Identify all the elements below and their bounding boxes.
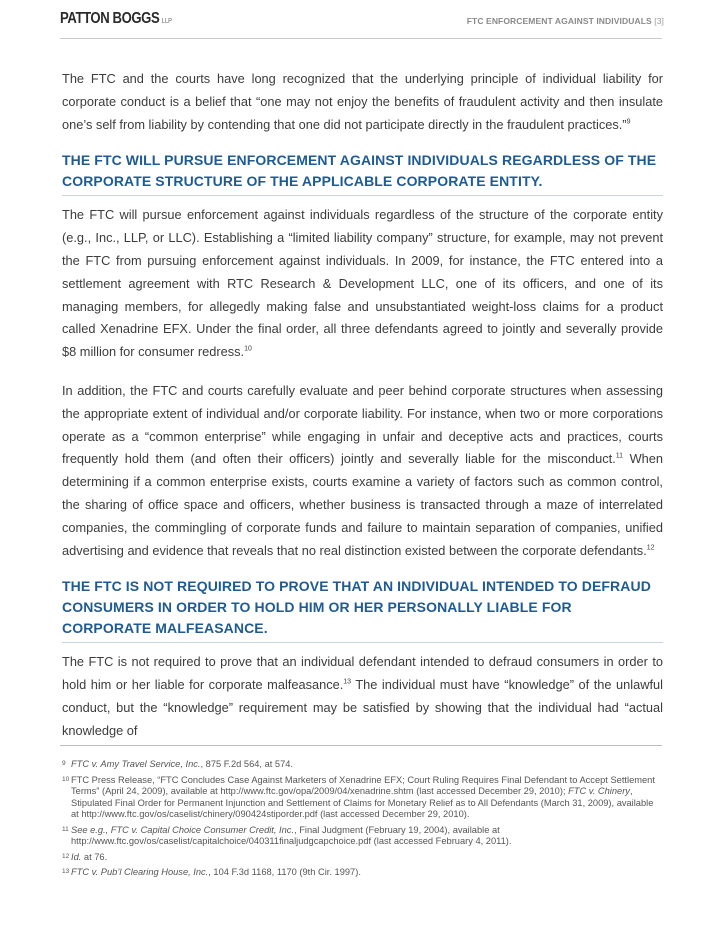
footnote-11: 11 See e.g., FTC v. Capital Choice Consumer Credit, Inc., Final Judgment (February 19, 2004), available at http://www.ftc.gov/os/caselist/capitalchoice/040311finaljudgcapchoice.pdf (last accessed February 4, 2011).	[62, 824, 512, 846]
footnote-ref-9: 9	[626, 118, 631, 126]
main-content	[62, 68, 663, 743]
firm-logo	[60, 10, 172, 28]
firm-name: PATTON BOGGS	[60, 10, 160, 27]
intro-paragraph: The FTC and the courts have long recognized that the underlying principle of individual liability for corporate conduct is a belief that “one may not enjoy the benefits of fraudulent activity and then insulate one’s self from liability by contending that one did not participate directly in the fraudulent practices.”$^9$	[62, 71, 663, 132]
firm-suffix: LLP	[161, 18, 173, 25]
footnote-ref-12: 12	[646, 544, 655, 552]
running-title: FTC ENFORCEMENT AGAINST INDIVIDUALS	[466, 16, 652, 26]
footnotes	[62, 759, 663, 883]
header-divider	[60, 38, 662, 39]
running-header	[467, 16, 664, 26]
footnote-9: 9 FTC v. Amy Travel Service, Inc., 875 F.2d 564, at 574.	[62, 759, 294, 769]
footnote-ref-13: 13	[343, 678, 352, 686]
footnote-divider	[60, 745, 662, 746]
section-heading-intent: THE FTC IS NOT REQUIRED TO PROVE THAT AN INDIVIDUAL INTENDED TO DEFRAUD CONSUMERS IN ORDER TO HOLD HIM OR HER PERSONALLY LIABLE FOR CORPORATE MALFEASANCE.	[62, 576, 663, 643]
footnote-ref-11: 11	[615, 453, 624, 461]
paragraph-intent: The FTC is not required to prove that an individual defendant intended to defraud consumers in order to hold him or her liable for corporate malfeasance.$^{13}$ The individual must have “knowledge” of the unlawful conduct, but the “knowledge” requirement may be satisfied by showing that the individual had “actual knowledge of	[62, 654, 663, 738]
paragraph-corporate-structure: The FTC will pursue enforcement against individuals regardless of the structure of the corporate entity (e.g., Inc., LLP, or LLC). Establishing a “limited liability company” structure, for example, may not prevent the FTC from pursuing enforcement against individuals. In 2009, for instance, the FTC entered into a settlement agreement with RTC Research & Development LLC, one of its officers, and one of its managing members, for allegedly making false and unsubstantiated weight-loss claims for a product called Xenadrine EFX. Under the final order, all three defendants agreed to jointly and severally provide $8 million for consumer redress.$^{10}$	[62, 207, 663, 360]
paragraph-common-enterprise: In addition, the FTC and courts carefully evaluate and peer behind corporate structures when assessing the appropriate extent of individual and/or corporate liability. For instance, when two or more corporations operate as a “common enterprise” while engaging in unfair and deceptive acts and practices, courts frequently hold them (and often their officers) jointly and severally liable for the misconduct.$^{11}$ When determining if a common enterprise exists, courts examine a variety of factors such as common control, the sharing of office space and officers, whether business is transacted through a maze of interrelated companies, the commingling of corporate funds and failure to maintain separation of companies, unified advertising and evidence that reveals that no real distinction existed between the corporate defendants.$^{12}$	[62, 382, 663, 558]
footnote-ref-10: 10	[244, 345, 252, 353]
footnote-12: 12 Id. at 76.	[62, 851, 108, 862]
footnote-10: 10 FTC Press Release, “FTC Concludes Case Against Marketers of Xenadrine EFX; Court Ruling Requires Final Defendant to Accept Settlement Terms” (April 24, 2009), available at http://www.ftc.gov/opa/2009/04/xenadrine.shtm (last accessed December 29, 2010); FTC v. Chinery, Stipulated Final Order for Permanent Injunction and Settlement of Claims for Monetary Relief as to All Defendants (March 31, 2009), available at http://www.ftc.gov/os/caselist/chinery/090424stiporder.pdf (last accessed December 29, 2010).	[62, 774, 655, 819]
page-number: [3]	[654, 16, 664, 26]
footnote-13: 13 FTC v. Pub’l Clearing House, Inc., 104 F.3d 1168, 1170 (9th Cir. 1997).	[62, 867, 361, 877]
section-heading-corporate-structure: THE FTC WILL PURSUE ENFORCEMENT AGAINST INDIVIDUALS REGARDLESS OF THE CORPORATE STRUCTURE OF THE APPLICABLE CORPORATE ENTITY.	[62, 150, 663, 196]
